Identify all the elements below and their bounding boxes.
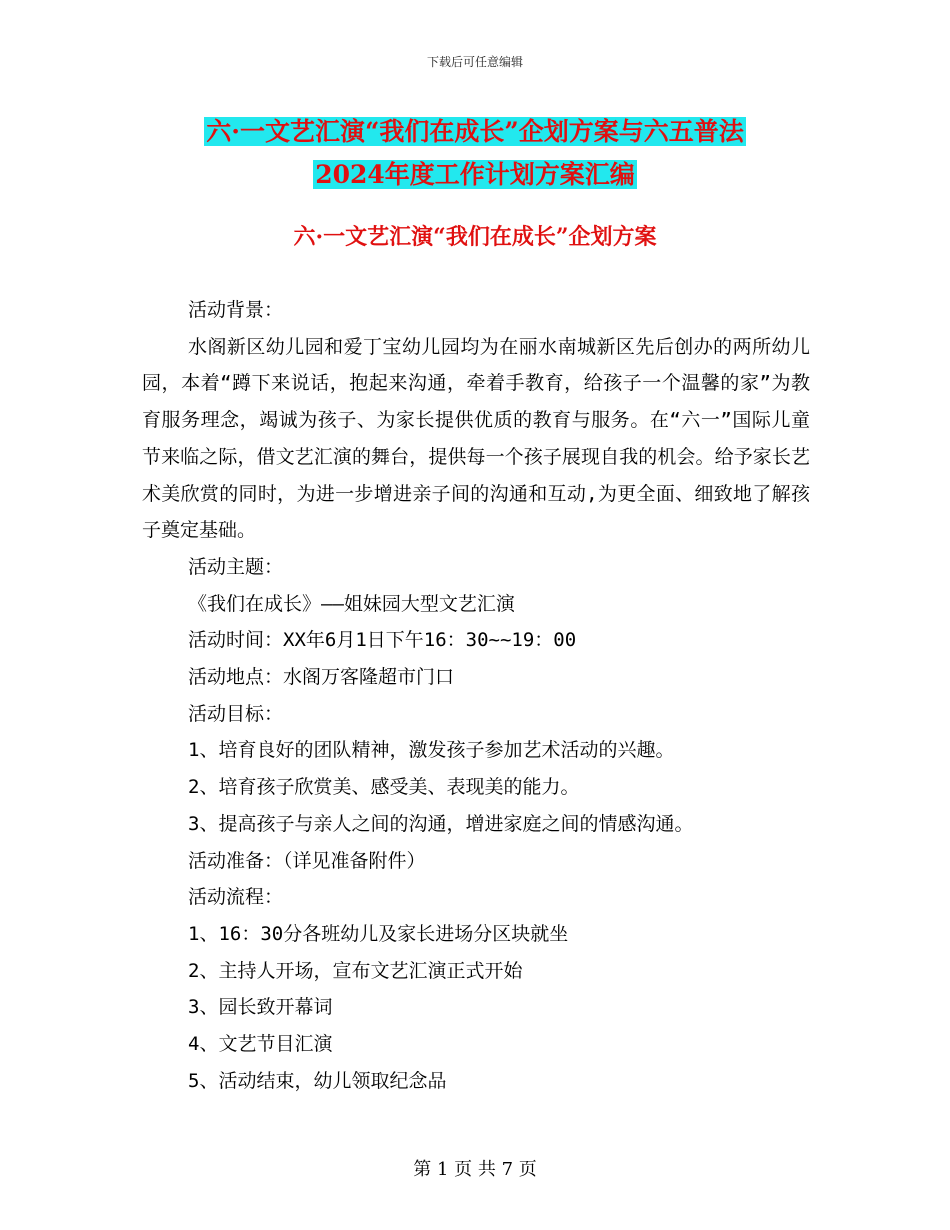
flow-item: 3、园长致开幕词 <box>188 996 333 1019</box>
goal-item: 2、培育孩子欣赏美、感受美、表现美的能力。 <box>188 776 580 799</box>
flow-item: 2、主持人开场，宣布文艺汇演正式开始 <box>188 959 523 982</box>
title-highlight: 六·一文艺汇演“我们在成长”企划方案与六五普法 <box>206 117 744 146</box>
prep-text: 活动准备：（详见准备附件） <box>188 849 426 872</box>
goal-label: 活动目标： <box>188 702 284 725</box>
place-text: 活动地点：水阁万客隆超市门口 <box>188 666 455 689</box>
page-footer: 第 1 页 共 7 页 <box>413 1159 537 1180</box>
theme-text: 《我们在成长》——姐妹园大型文艺汇演 <box>188 592 515 615</box>
flow-label: 活动流程： <box>188 886 284 909</box>
flow-item: 5、活动结束，幼儿领取纪念品 <box>188 1069 447 1092</box>
goal-item: 3、提高孩子与亲人之间的沟通，增进家庭之间的情感沟通。 <box>188 812 694 835</box>
background-label: 活动背景： <box>188 299 284 321</box>
page-header-note: 下载后可任意编辑 <box>426 55 523 69</box>
document-title-line-1 <box>0 114 950 150</box>
goal-item: 1、培育良好的团队精神，激发孩子参加艺术活动的兴趣。 <box>188 739 675 762</box>
flow-item: 4、文艺节目汇演 <box>188 1033 333 1056</box>
title-highlight: 2024年度工作计划方案汇编 <box>315 160 635 189</box>
time-text: 活动时间：XX年6月1日下午16：30~~19：00 <box>188 629 577 652</box>
theme-label: 活动主题： <box>188 555 284 578</box>
document-body <box>142 292 810 1099</box>
flow-item: 1、16：30分各班幼儿及家长进场分区块就坐 <box>188 922 569 945</box>
background-paragraph: 水阁新区幼儿园和爱丁宝幼儿园均为在丽水南城新区先后创办的两所幼儿园，本着“蹲下来说话，抱起来沟通，牵着手教育，给孩子一个温馨的家”为教育服务理念，竭诚为孩子、为家长提供优质的教育与服务。在“六一”国际儿童节来临之际，借文艺汇演的舞台，提供每一个孩子展现自我的机会。给予家长艺术美欣赏的同时，为进一步增进亲子间的沟通和互动,为更全面、细致地了解孩子奠定基础。 <box>142 335 810 542</box>
section-title: 六·一文艺汇演“我们在成长”企划方案 <box>293 224 657 250</box>
document-title-line-2 <box>0 157 950 193</box>
